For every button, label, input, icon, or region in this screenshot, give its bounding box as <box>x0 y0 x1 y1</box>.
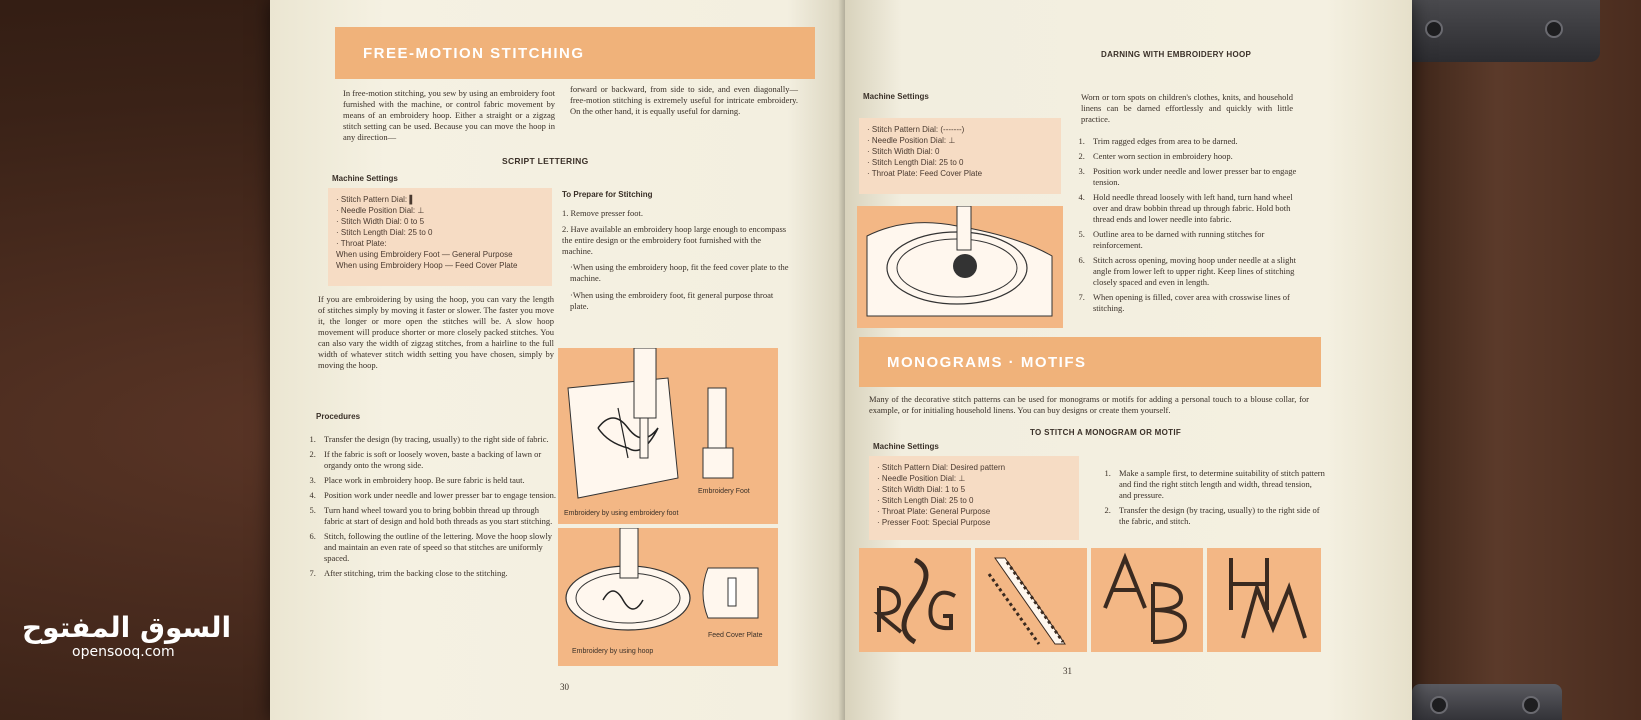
embroidery-foot-illustration <box>558 348 778 524</box>
procedure-step: 4. Position work under needle and lower presser bar to engage tension. <box>318 490 558 501</box>
script-lettering-title: SCRIPT LETTERING <box>502 156 589 166</box>
setting-line: · Needle Position Dial: ⊥ <box>877 474 966 483</box>
hoop-paragraph: If you are embroidering by using the hoop, you can vary the length of stitches simply by moving it faster or slower. The faster you move it, the longer or more open the stitches will be. A slow hoop movement will produce shorter or more closely packed stitches. You can also vary the width of zigzag stitches, from a hairline to the full width of whatever stitch width setting you have chosen, simply by moving the hoop. <box>318 294 554 370</box>
setting-line: · Needle Position Dial: ⊥ <box>336 206 425 215</box>
darning-step: 5. Outline area to be darned with running stitches for reinforcement. <box>1087 229 1309 251</box>
setting-line: · Stitch Width Dial: 0 to 5 <box>336 217 425 226</box>
darning-illustration <box>857 206 1063 328</box>
metal-hinge-bottom <box>1412 684 1562 720</box>
setting-line: · Stitch Pattern Dial: ▌ <box>336 195 416 204</box>
caption-foot-use: Embroidery by using embroidery foot <box>564 510 679 517</box>
monogram-intro: Many of the decorative stitch patterns can be used for monograms or motifs for adding a personal touch to a blouse collar, for example, or for initialing household linens. You can buy designs or create them yourself. <box>869 394 1309 415</box>
monogram-tile-ab <box>1091 548 1203 652</box>
prepare-step: 1. Remove presser foot. <box>562 208 643 218</box>
darning-step: 6. Stitch across opening, moving hoop under needle at a slight angle from lower left to upper right. Keep lines of stitching closely spaced and even in length. <box>1087 255 1309 288</box>
setting-line: · Throat Plate: General Purpose <box>877 507 991 516</box>
setting-line: When using Embroidery Hoop — Feed Cover Plate <box>336 261 518 270</box>
setting-line: · Stitch Length Dial: 25 to 0 <box>867 158 964 167</box>
screw <box>1545 20 1563 38</box>
monograms-banner: MONOGRAMS · MOTIFS <box>859 337 1321 387</box>
monogram-ab-drawing <box>1091 548 1203 652</box>
darning-step: 2. Center worn section in embroidery hoop. <box>1087 151 1309 162</box>
caption-hoop-use: Embroidery by using hoop <box>572 648 654 655</box>
darning-settings-label: Machine Settings <box>863 92 929 101</box>
monogram-settings-box <box>869 456 1079 540</box>
intro-column-1: In free-motion stitching, you sew by using an embroidery foot furnished with the machine, or control fabric movement by means of an embroidery hoop. Either a straight or a zigzag stitch setting can be used. Because you can move the hoop in any direction— <box>343 88 555 142</box>
watermark-latin: opensooq.com <box>72 644 175 660</box>
free-motion-banner: FREE-MOTION STITCHING <box>335 27 815 79</box>
screw <box>1522 696 1540 714</box>
setting-line: · Throat Plate: <box>336 239 387 248</box>
prepare-title: To Prepare for Stitching <box>562 190 653 199</box>
open-manual <box>270 0 1412 720</box>
procedure-step: 7. After stitching, trim the backing close to the stitching. <box>318 568 558 579</box>
darning-step: 1. Trim ragged edges from area to be darned. <box>1087 136 1309 147</box>
setting-line: · Presser Foot: Special Purpose <box>877 518 991 527</box>
monogram-tile-motif <box>975 548 1087 652</box>
darning-title: DARNING WITH EMBROIDERY HOOP <box>1101 50 1252 59</box>
intro-column-2: forward or backward, from side to side, and even diagonally—free-motion stitching is extremely useful for intricate embroidery. On the other hand, it is equally useful for darning. <box>570 84 798 116</box>
page-number-right: 31 <box>1063 666 1072 676</box>
metal-hinge-top <box>1395 0 1600 62</box>
procedure-step: 5. Turn hand wheel toward you to bring bobbin thread up through fabric at start of design and hold both threads as you start stitching. <box>318 505 558 527</box>
monogram-hm-drawing <box>1207 548 1321 652</box>
monogram-tile-rsg <box>859 548 971 652</box>
setting-line: · Stitch Length Dial: 25 to 0 <box>336 228 433 237</box>
setting-line: · Throat Plate: Feed Cover Plate <box>867 169 983 178</box>
setting-line: When using Embroidery Foot — General Purpose <box>336 250 513 259</box>
monogram-steps <box>1095 468 1325 531</box>
motif-drawing <box>975 548 1087 652</box>
prepare-step: 2. Have available an embroidery hoop large enough to encompass the entire design or the embroidery foot furnished with the machine. <box>562 224 787 256</box>
procedure-step: 2. If the fabric is soft or loosely woven, baste a backing of lawn or organdy onto the wrong side. <box>318 449 558 471</box>
monogram-settings-label: Machine Settings <box>873 442 939 451</box>
page-number-left: 30 <box>560 682 569 692</box>
embroidery-foot-drawing <box>558 348 778 524</box>
darning-steps <box>1069 136 1309 318</box>
procedure-step: 3. Place work in embroidery hoop. Be sure fabric is held taut. <box>318 475 558 486</box>
procedure-step: 1. Transfer the design (by tracing, usually) to the right side of fabric. <box>318 434 558 445</box>
watermark-arabic: السوق المفتوح <box>22 611 232 644</box>
darning-step: 4. Hold needle thread loosely with left hand, turn hand wheel over and draw bobbin thread up through fabric. Hold both thread ends and lower needle into fabric. <box>1087 192 1309 225</box>
hoop-drawing <box>558 528 778 666</box>
setting-line: · Stitch Width Dial: 0 <box>867 147 940 156</box>
darning-settings-box <box>859 118 1061 194</box>
wooden-cabinet <box>1400 0 1641 720</box>
prepare-note: ·When using the embroidery hoop, fit the feed cover plate to the machine. <box>570 262 789 283</box>
procedures-list <box>300 434 558 583</box>
procedure-step: 6. Stitch, following the outline of the lettering. Move the hoop slowly and maintain an even rate of speed so that stitches are uniformly spaced. <box>318 531 558 564</box>
screw <box>1430 696 1448 714</box>
setting-line: · Stitch Pattern Dial: Desired pattern <box>877 463 1006 472</box>
monogram-title: TO STITCH A MONOGRAM OR MOTIF <box>1030 428 1182 437</box>
opensooq-watermark <box>22 612 231 660</box>
darning-step: 7. When opening is filled, cover area with crosswise lines of stitching. <box>1087 292 1309 314</box>
embroidery-hoop-illustration <box>558 528 778 666</box>
prepare-note: ·When using the embroidery foot, fit general purpose throat plate. <box>570 290 774 311</box>
monogram-rsg-drawing <box>859 548 971 652</box>
setting-line: · Needle Position Dial: ⊥ <box>867 136 956 145</box>
darning-drawing <box>857 206 1063 328</box>
monogram-step: 1. Make a sample first, to determine suitability of stitch pattern and find the right stitch length and width, thread tension, and pressure. <box>1113 468 1325 501</box>
setting-line: · Stitch Pattern Dial: (-------) <box>867 125 965 134</box>
screw <box>1425 20 1443 38</box>
caption-feed-cover-plate: Feed Cover Plate <box>708 632 763 639</box>
script-settings-box <box>328 188 552 286</box>
monogram-step: 2. Transfer the design (by tracing, usually) to the right side of the fabric, and stitch. <box>1113 505 1325 527</box>
page-right <box>845 0 1412 720</box>
machine-settings-label: Machine Settings <box>332 174 398 183</box>
caption-embroidery-foot: Embroidery Foot <box>698 488 750 495</box>
monogram-tile-hm <box>1207 548 1321 652</box>
setting-line: · Stitch Width Dial: 1 to 5 <box>877 485 966 494</box>
page-left <box>270 0 845 720</box>
procedures-title: Procedures <box>316 412 361 421</box>
setting-line: · Stitch Length Dial: 25 to 0 <box>877 496 974 505</box>
darning-step: 3. Position work under needle and lower presser bar to engage tension. <box>1087 166 1309 188</box>
darning-intro: Worn or torn spots on children's clothes, knits, and household linens can be darned effortlessly and quickly with little practice. <box>1081 92 1293 124</box>
